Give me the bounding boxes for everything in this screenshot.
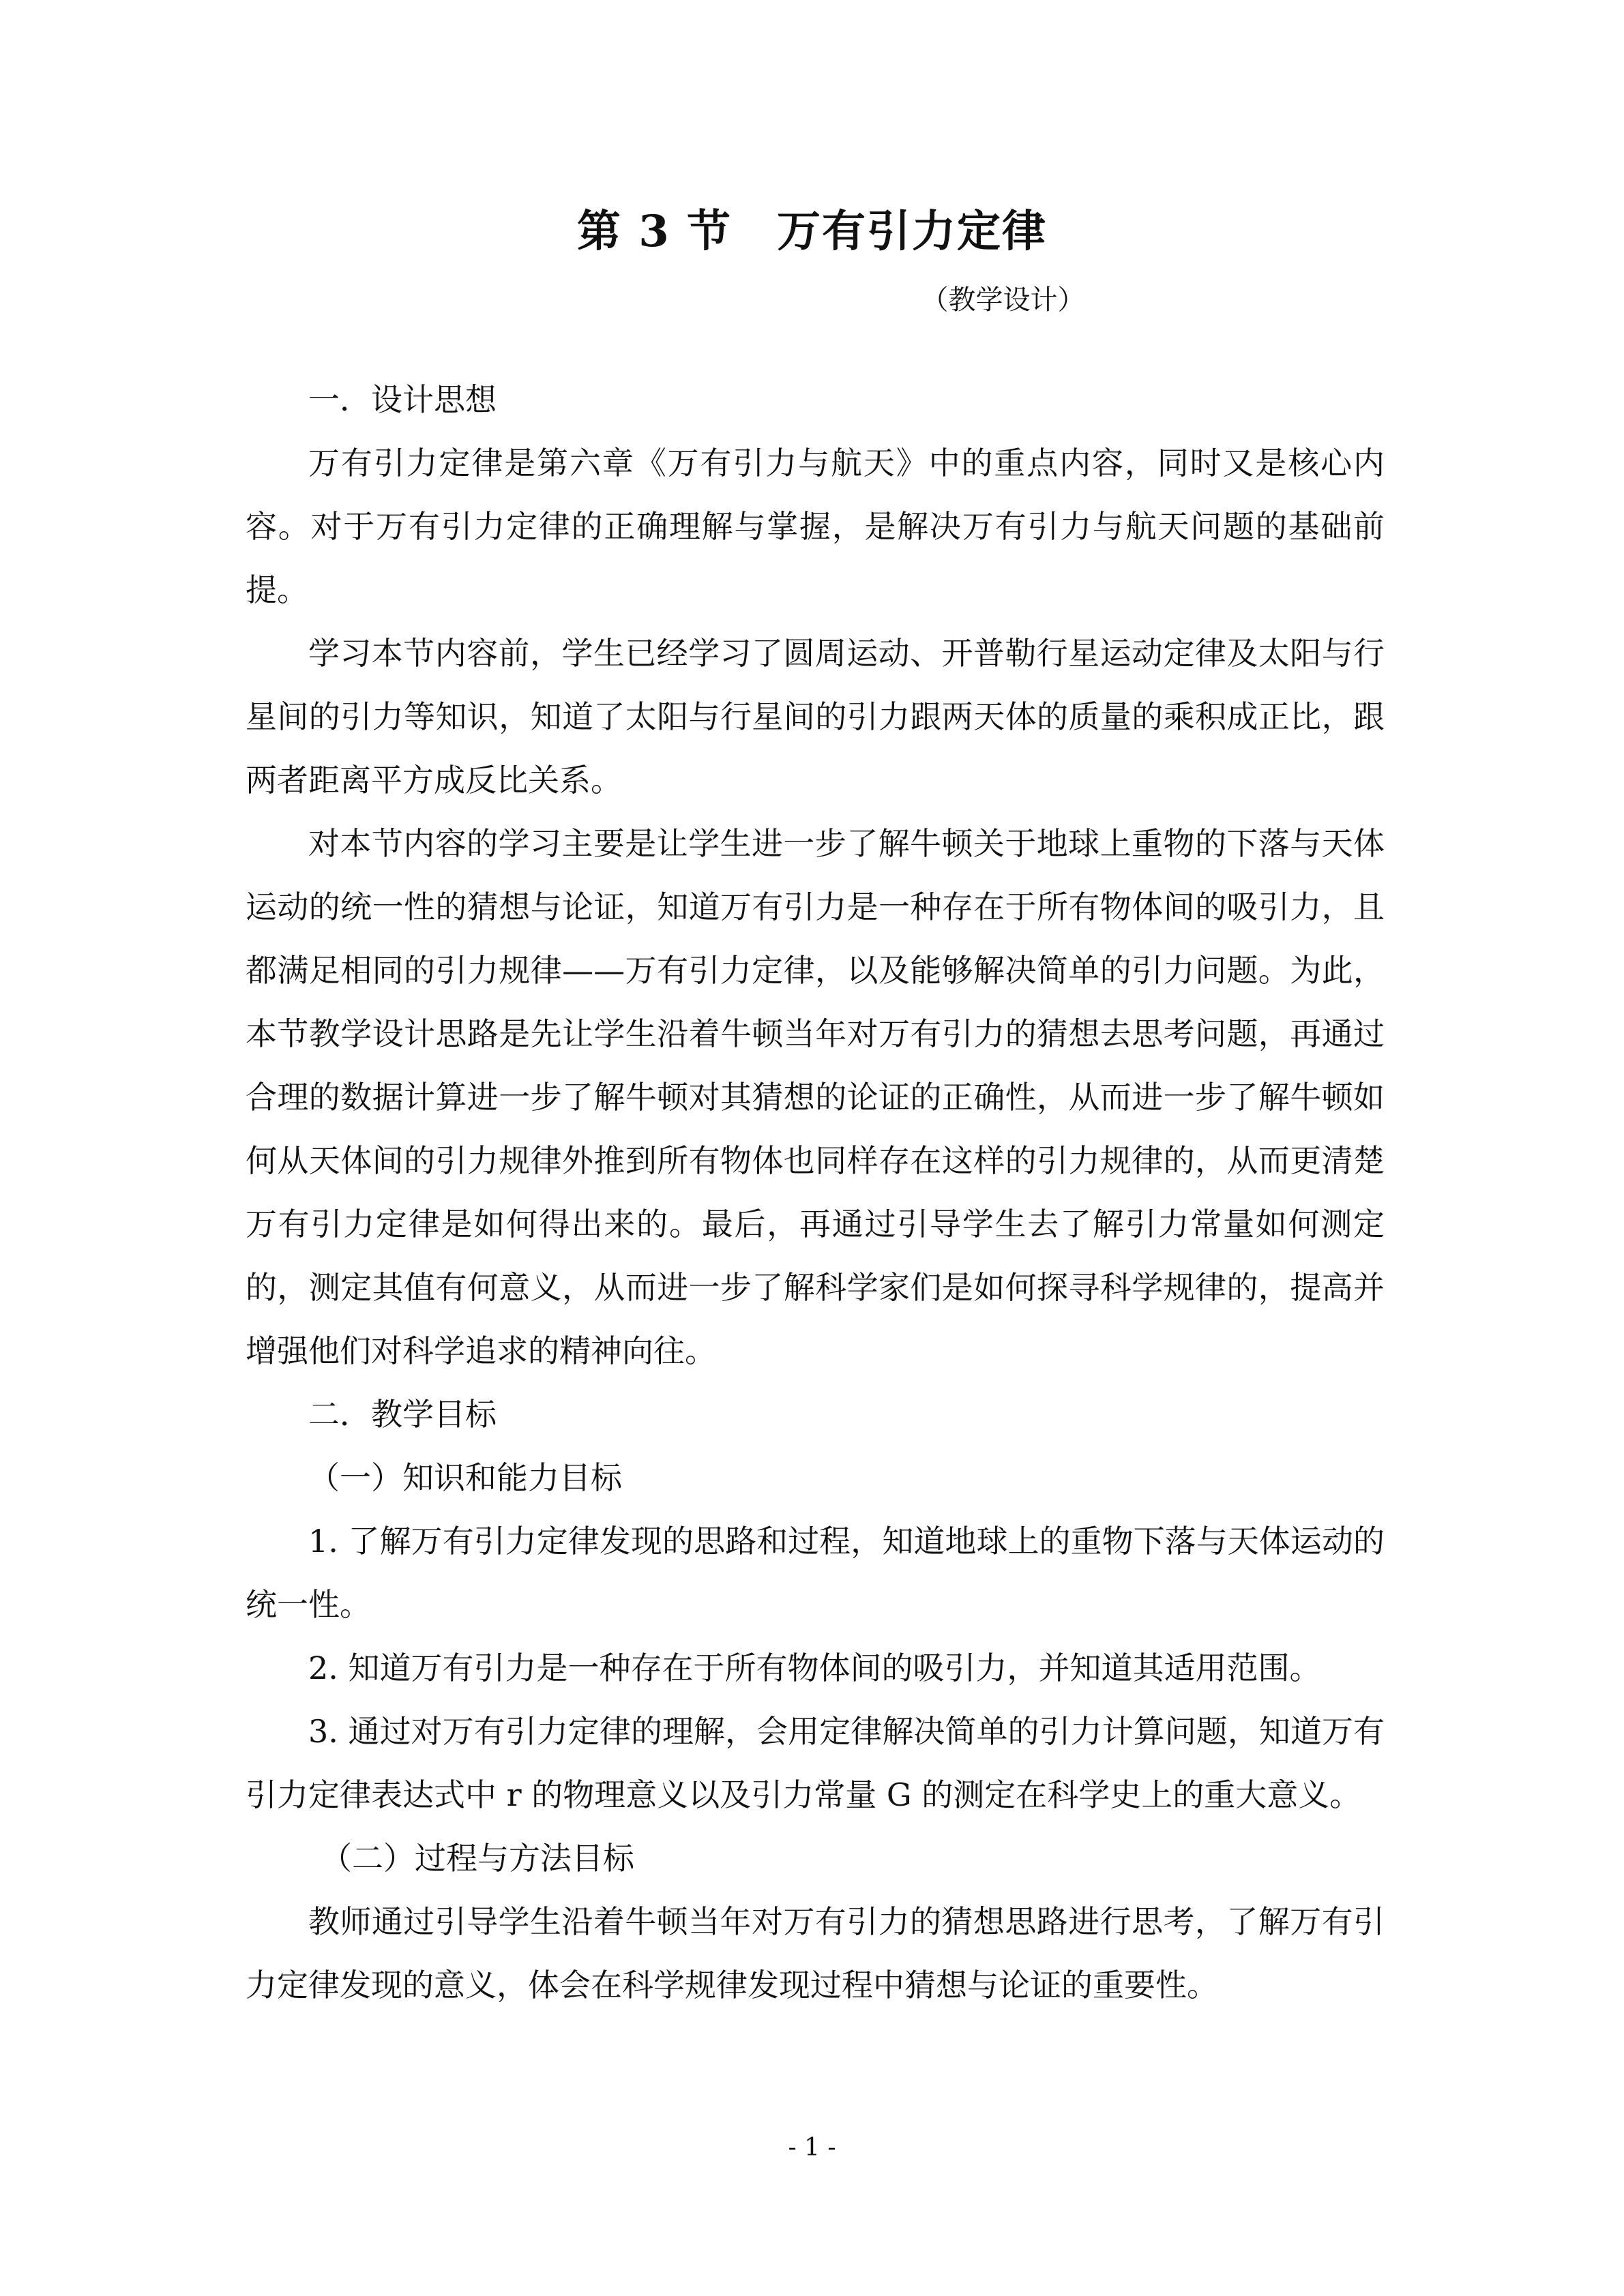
list-item: 1. 了解万有引力定律发现的思路和过程，知道地球上的重物下落与天体运动的统一性。 xyxy=(246,1523,1385,1623)
paragraph: 万有引力定律是第六章《万有引力与航天》中的重点内容，同时又是核心内容。对于万有引力定律的正确理解与掌握，是解决万有引力与航天问题的基础前提。 xyxy=(246,445,1385,608)
subsection-heading: （一）知识和能力目标 xyxy=(308,1459,622,1496)
document-body xyxy=(246,368,1385,2017)
list-item: 2. 知道万有引力是一种存在于所有物体间的吸引力，并知道其适用范围。 xyxy=(308,1650,1321,1686)
paragraph: 教师通过引导学生沿着牛顿当年对万有引力的猜想思路进行思考，了解万有引力定律发现的意义，体会在科学规律发现过程中猜想与论证的重要性。 xyxy=(246,1903,1385,2003)
paragraph: 对本节内容的学习主要是让学生进一步了解牛顿关于地球上重物的下落与天体运动的统一性的猜想与论证，知道万有引力是一种存在于所有物体间的吸引力，且都满足相同的引力规律——万有引力定律，以及能够解决简单的引力问题。为此，本节教学设计思路是先让学生沿着牛顿当年对万有引力的猜想去思考问题，再通过合理的数据计算进一步了解牛顿对其猜想的论证的正确性，从而进一步了解牛顿如何从天体间的引力规律外推到所有物体也同样存在这样的引力规律的，从而更清楚万有引力定律是如何得出来的。最后，再通过引导学生去了解引力常量如何测定的，测定其值有何意义，从而进一步了解科学家们是如何探寻科学规律的，提高并增强他们对科学追求的精神向往。 xyxy=(246,825,1385,1369)
document-title: 第 3 节 万有引力定律 xyxy=(576,206,1048,257)
page-number: - 1 - xyxy=(788,2134,836,2162)
list-item: 3. 通过对万有引力定律的理解，会用定律解决简单的引力计算问题，知道万有引力定律表达式中 r 的物理意义以及引力常量 G 的测定在科学史上的重大意义。 xyxy=(246,1713,1385,1813)
section-heading: 一．设计思想 xyxy=(308,381,497,418)
section-heading: 二．教学目标 xyxy=(308,1396,497,1433)
paragraph: 学习本节内容前，学生已经学习了圆周运动、开普勒行星运动定律及太阳与行星间的引力等知识，知道了太阳与行星间的引力跟两天体的质量的乘积成正比，跟两者距离平方成反比关系。 xyxy=(246,635,1385,799)
document-subtitle: （教学设计） xyxy=(921,284,1085,316)
subsection-heading: （二）过程与方法目标 xyxy=(321,1840,634,1877)
